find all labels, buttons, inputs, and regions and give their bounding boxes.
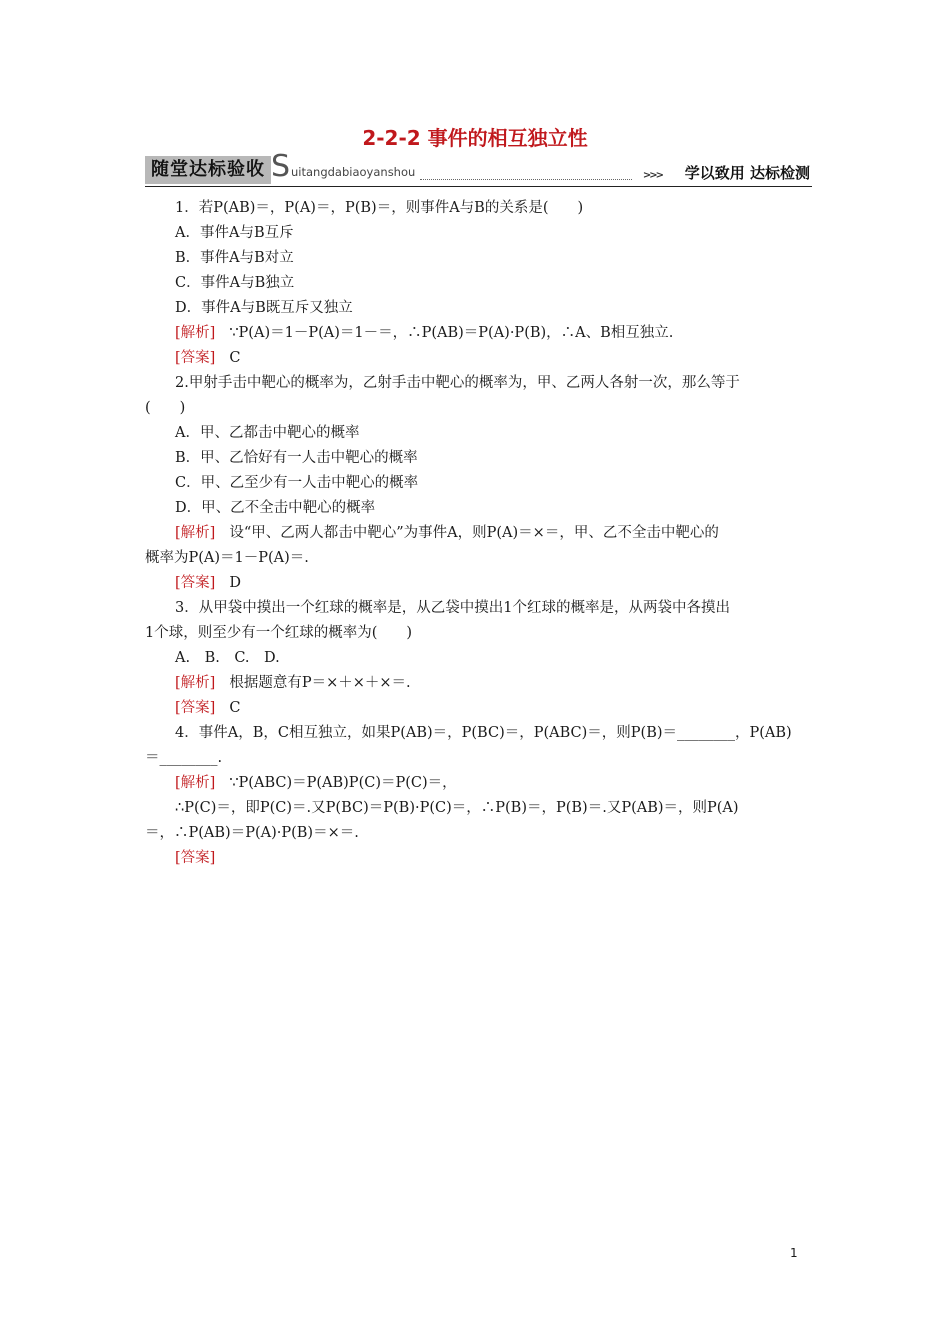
text-line [145,721,810,746]
analysis-line [145,521,810,546]
analysis-line [145,771,810,796]
analysis-label: [解析] [175,775,216,791]
text-line [145,496,810,521]
line-text: A．甲、乙都击中靶心的概率 [175,425,360,441]
banner-subtitle: uitangdabiaoyanshou [291,165,416,179]
text-line [145,746,810,771]
answer-label: [答案] [175,700,216,716]
page-title: 2-2-2 事件的相互独立性 [362,126,588,150]
text-line [145,196,810,221]
banner-heading: 随堂达标验收 [145,156,271,184]
line-text: C．事件A与B独立 [175,275,295,291]
line-text: ∴P(C)＝，即P(C)＝.又P(BC)＝P(B)·P(C)＝，∴P(B)＝，P(B)＝.又P(AB)＝，则P(A) [175,800,739,816]
text-line [145,621,810,646]
line-text: C．甲、乙至少有一人击中靶心的概率 [175,475,419,491]
line-text: 根据题意有P＝×＋×＋×＝. [229,675,411,691]
text-line [145,796,810,821]
line-text: 3．从甲袋中摸出一个红球的概率是，从乙袋中摸出1个红球的概率是，从两袋中各摸出 [175,600,730,616]
chevron-right-icon: >>> [642,170,662,181]
text-line [145,421,810,446]
text-line [145,446,810,471]
line-text: 概率为P(A)＝1－P(A)＝. [145,550,309,566]
line-text: ＝________. [145,750,223,766]
text-line [145,371,810,396]
section-banner [145,149,812,188]
banner-tagline: 学以致用 达标检测 [684,164,810,182]
line-text: A．事件A与B互斥 [175,225,294,241]
line-text: 2.甲射手击中靶心的概率为，乙射手击中靶心的概率为，甲、乙两人各射一次，那么等于 [175,375,740,391]
page-number: 1 [790,1246,798,1260]
answer-label: [答案] [175,850,216,866]
text-line [145,221,810,246]
line-text: D [229,575,241,591]
answer-label: [答案] [175,350,216,366]
answer-line [145,346,810,371]
answer-line [145,696,810,721]
text-line [145,821,810,846]
analysis-label: [解析] [175,525,216,541]
answer-line [145,571,810,596]
analysis-label: [解析] [175,675,216,691]
banner-dotted-rule [420,179,632,180]
text-line [145,596,810,621]
line-text: B．事件A与B对立 [175,250,294,266]
line-text: ＝，∴P(AB)＝P(A)·P(B)＝×＝. [145,825,359,841]
text-line [145,471,810,496]
line-text: A. B. C. D. [175,650,280,666]
text-line [145,271,810,296]
line-text: D．事件A与B既互斥又独立 [175,300,353,316]
answer-label: [答案] [175,575,216,591]
analysis-line [145,671,810,696]
text-line [145,396,810,421]
line-text: D．甲、乙不全击中靶心的概率 [175,500,376,516]
line-text: 1个球，则至少有一个红球的概率为( ) [145,625,413,641]
text-line [145,296,810,321]
text-line [145,646,810,671]
answer-line [145,846,810,871]
exercise-content [145,196,810,871]
line-text: 设“甲、乙两人都击中靶心”为事件A，则P(A)＝×＝，甲、乙不全击中靶心的 [229,525,719,541]
line-text: C [229,350,241,366]
line-text: C [229,700,241,716]
line-text: 1．若P(AB)＝，P(A)＝，P(B)＝，则事件A与B的关系是( ) [175,200,584,216]
text-line [145,546,810,571]
text-line [145,246,810,271]
line-text: ∵P(ABC)＝P(AB)P(C)＝P(C)＝， [229,775,457,791]
analysis-line [145,321,810,346]
line-text: ( ) [145,400,186,416]
banner-underline [145,186,812,187]
line-text: 4．事件A，B，C相互独立，如果P(AB)＝，P(BC)＝，P(ABC)＝，则P(B)＝________，P(AB) [175,725,792,741]
line-text: B．甲、乙恰好有一人击中靶心的概率 [175,450,418,466]
analysis-label: [解析] [175,325,216,341]
line-text: ∵P(A)＝1－P(A)＝1－＝，∴P(AB)＝P(A)·P(B)，∴A、B相互独立. [229,325,674,341]
banner-s-letter: S [271,149,291,184]
